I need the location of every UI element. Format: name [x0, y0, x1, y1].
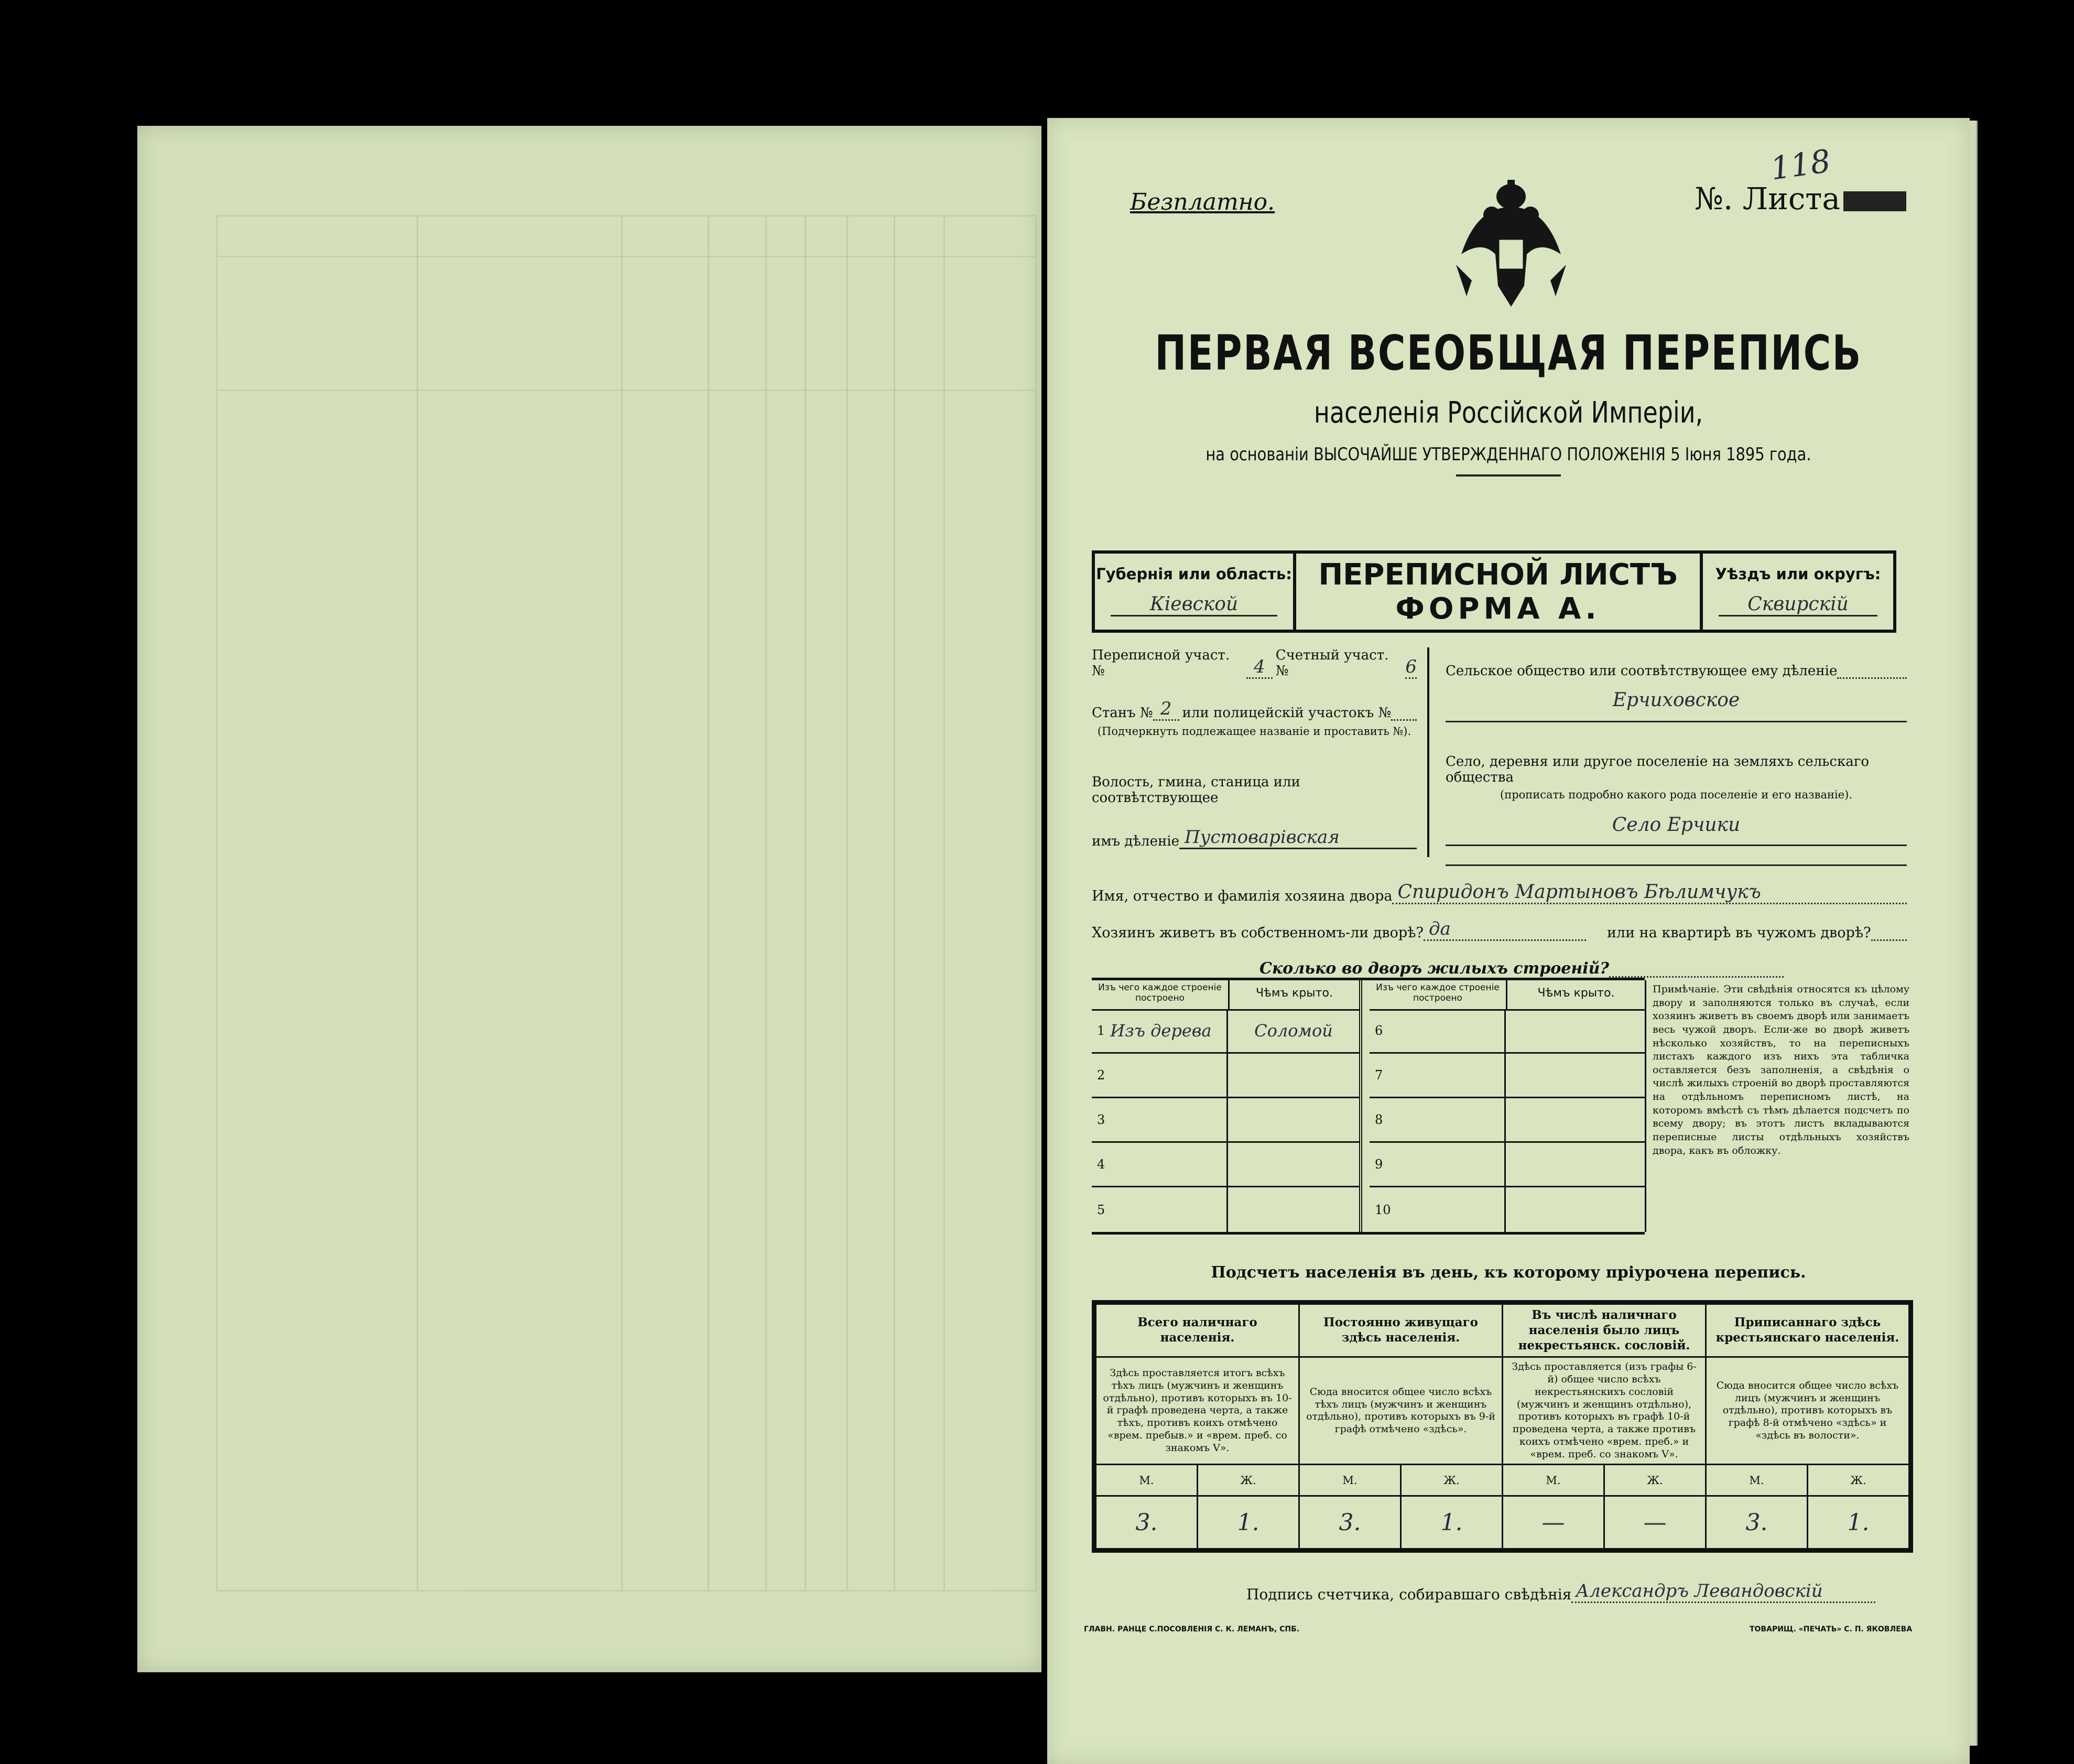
counting-section-value: 6: [1405, 656, 1417, 679]
building-row-right: [1370, 1009, 1645, 1054]
building-roof-cell: [1228, 1098, 1359, 1141]
building-material-value: Изъ дерева: [1110, 1021, 1212, 1041]
building-row-right: [1370, 1187, 1645, 1232]
society-dots: [1837, 677, 1907, 679]
pop-value-f-1: 1.: [1198, 1496, 1299, 1549]
building-material-cell: [1370, 1187, 1506, 1232]
society-value: Ерчиховское: [1446, 689, 1907, 722]
pop-value-m-4: 3.: [1706, 1496, 1808, 1549]
location-fields-left: [1092, 647, 1417, 849]
society-label: Сельское общество или соотвѣтствующее ему дѣленіе: [1446, 663, 1838, 679]
owner-fields: [1092, 873, 1907, 978]
buildings-table-right-header: [1370, 980, 1645, 1011]
signature-label: Подпись счетчика, собиравшаго свѣдѣнія: [1246, 1586, 1572, 1603]
section-row: [1092, 647, 1417, 679]
building-material-cell: [1092, 1187, 1228, 1232]
pop-m-label-4: М.: [1706, 1465, 1808, 1496]
building-roof-cell: [1228, 1187, 1359, 1232]
pop-m-label-3: М.: [1503, 1465, 1604, 1496]
form-title-line1: ПЕРЕПИСНОЙ ЛИСТЪ: [1318, 558, 1678, 592]
stan-note: (Подчеркнуть подлежащее названіе и проставить №).: [1097, 725, 1411, 738]
buildings-note: Примѣчаніе. Эти свѣдѣнія относятся къ цѣлому двору и заполняются только въ случаѣ, если хозяинъ живетъ въ своемъ дворѣ или занимаетъ весь чужой дворъ. Если-же во дворѣ живетъ нѣсколько хозяйствъ, то на переписныхъ листахъ каждого изъ нихъ эта табличка оставляется безъ заполненія, а свѣдѣнія о числѣ жилыхъ строеній во дворѣ проставляются на отдѣльномъ переписномъ листѣ, на которомъ вмѣстѣ съ тѣмъ дѣлается подсчетъ по всему двору; въ этотъ листъ вкладываются переписные листы отдѣльныхъ хозяйствъ двора, какъ въ обложку.: [1653, 983, 1909, 1156]
pop-col-desc-1: Здѣсь проставляется итогъ всѣхъ тѣхъ лицъ (мужчинъ и женщинъ отдѣльно), противъ которыхъ въ 10-й графѣ проведена черта, а также тѣхъ, противъ коихъ отмѣчено «врем. пребыв.» и «врем. преб. со знакомъ V».: [1096, 1357, 1299, 1465]
stan-row: [1092, 689, 1417, 721]
building-row-left: [1092, 1098, 1359, 1143]
volost-label: Волость, гмина, станица или соотвѣтствующее: [1092, 774, 1300, 806]
building-number: 5: [1097, 1202, 1105, 1217]
building-material-cell: [1092, 1098, 1228, 1141]
volost-label-2: имъ дѣленіе: [1092, 834, 1179, 849]
own-yard-row: [1092, 910, 1907, 941]
building-number: 6: [1375, 1023, 1383, 1038]
building-material-cell: [1370, 1098, 1506, 1141]
left-page-blank: [137, 126, 1041, 1672]
own-yard-value: да: [1424, 918, 1586, 941]
form-title-line2: ФОРМА А.: [1395, 592, 1601, 626]
volost-row: [1092, 827, 1417, 849]
pop-m-label-2: М.: [1299, 1465, 1401, 1496]
sheet-number-label: [1695, 181, 1906, 217]
province-label: Губернія или область:: [1096, 565, 1292, 583]
form-legal-basis: на основаніи ВЫСОЧАЙШЕ УТВЕРЖДЕННАГО ПОЛОЖЕНІЯ 5 Іюня 1895 года.: [1206, 444, 1811, 465]
col-roof-left: Чѣмъ крыто.: [1256, 987, 1333, 1000]
pop-f-label-4: Ж.: [1808, 1465, 1909, 1496]
pop-value-m-1: 3.: [1096, 1496, 1198, 1549]
pop-f-label-1: Ж.: [1198, 1465, 1299, 1496]
ornament-divider: [1456, 474, 1561, 477]
district-label: Уѣздъ или округъ:: [1715, 565, 1881, 583]
building-material-cell: [1370, 1009, 1506, 1052]
building-roof-cell: [1506, 1187, 1645, 1232]
pop-value-f-4: 1.: [1808, 1496, 1909, 1549]
census-form-page: [1047, 118, 1970, 1764]
province-cell: [1092, 554, 1296, 630]
form-subtitle: населенія Россійской Имперіи,: [1313, 396, 1703, 430]
own-yard-label: Хозяинъ живетъ въ собственномъ-ли дворѣ?: [1092, 925, 1424, 941]
building-row-left: [1092, 1009, 1359, 1054]
building-roof-cell: [1228, 1054, 1359, 1097]
pop-f-label-3: Ж.: [1604, 1465, 1706, 1496]
form-title-cell: [1296, 554, 1700, 630]
building-row-right: [1370, 1143, 1645, 1187]
building-material-cell: [1370, 1054, 1506, 1097]
form-main-title: ПЕРВАЯ ВСЕОБЩАЯ ПЕРЕПИСЬ: [1155, 325, 1862, 381]
village-label: Село, деревня или другое поселеніе на земляхъ сельскаго общества: [1446, 754, 1869, 785]
col-roof-right: Чѣмъ крыто.: [1537, 987, 1615, 1000]
buildings-table-left-header: [1092, 980, 1359, 1011]
rent-label: или на квартирѣ въ чужомъ дворѣ?: [1606, 925, 1871, 941]
pop-m-label-1: М.: [1096, 1465, 1198, 1496]
building-number: 9: [1375, 1157, 1383, 1172]
building-number: 2: [1097, 1068, 1105, 1083]
owner-row: [1092, 873, 1907, 904]
building-number: 4: [1097, 1157, 1105, 1172]
archive-number: 118: [1768, 143, 1833, 188]
building-material-cell: [1092, 1009, 1228, 1052]
census-section-label: Переписной участ. №: [1092, 647, 1230, 679]
building-row-right: [1370, 1098, 1645, 1143]
pop-value-f-2: 1.: [1401, 1496, 1503, 1549]
buildings-rows-left: [1092, 1009, 1359, 1232]
building-roof-cell: Соломой: [1254, 1021, 1333, 1041]
building-material-cell: [1092, 1054, 1228, 1097]
population-table-grid: [1095, 1303, 1910, 1550]
free-label: Безплатно.: [1130, 189, 1275, 215]
buildings-table-left: [1092, 980, 1362, 1232]
buildings-table-right: [1370, 980, 1646, 1232]
district-cell: [1700, 554, 1896, 630]
rent-value: [1871, 939, 1907, 941]
printer-left: ГЛАВН. РАНЦЕ С.ПОСОВЛЕНІЯ С. К. ЛЕМАНЪ, СПБ.: [1084, 1625, 1300, 1633]
pop-col-desc-3: Здѣсь проставляется (изъ графы 6-й) общее число всѣхъ некрестьянскихъ сословій (мужчинъ и женщинъ отдѣльно), противъ которыхъ въ графѣ 10-й проведена черта, а также противъ коихъ отмѣчено «врем. преб.» и «врем. преб. со знакомъ V».: [1503, 1357, 1706, 1465]
village-extra-line: [1446, 859, 1907, 866]
building-number: 1: [1097, 1023, 1105, 1038]
society-row: [1446, 647, 1907, 679]
province-value: Кіевской: [1111, 593, 1277, 616]
double-headed-eagle-icon: [1451, 176, 1571, 317]
building-roof-cell: [1506, 1098, 1645, 1141]
col-material-left: Изъ чего каждое строеніе построено: [1092, 980, 1230, 1009]
counting-section-label: Счетный участ. №: [1275, 647, 1389, 679]
building-number: 8: [1375, 1112, 1383, 1127]
faint-bleedthrough-grid: [216, 215, 1037, 1592]
pop-value-m-2: 3.: [1299, 1496, 1401, 1549]
location-fields-right: [1446, 647, 1907, 866]
printer-right: ТОВАРИЩ. «ПЕЧАТЬ» С. П. ЯКОВЛЕВА: [1750, 1625, 1913, 1633]
building-row-left: [1092, 1054, 1359, 1098]
building-row-right: [1370, 1054, 1645, 1098]
signature-value: Александръ Левандовскій: [1571, 1581, 1875, 1603]
pop-col-title-2: Постоянно живущаго здѣсь населенія.: [1299, 1304, 1503, 1357]
building-number: 7: [1375, 1068, 1383, 1083]
building-roof-cell: [1228, 1143, 1359, 1186]
column-divider: [1427, 647, 1429, 857]
village-value: Село Ерчики: [1446, 814, 1907, 846]
buildings-rows-right: [1370, 1009, 1645, 1232]
pop-col-desc-4: Сюда вносится общее число всѣхъ лицъ (мужчинъ и женщинъ отдѣльно), противъ которыхъ въ графѣ 8-й отмѣчено «здѣсь» и «здѣсь въ волости».: [1706, 1357, 1909, 1465]
district-value: Сквирскій: [1719, 593, 1877, 616]
pop-col-desc-2: Сюда вносится общее число всѣхъ тѣхъ лицъ (мужчинъ и женщинъ отдѣльно), противъ которыхъ въ 9-й графѣ отмѣчено «здѣсь».: [1299, 1357, 1503, 1465]
pop-f-label-2: Ж.: [1401, 1465, 1503, 1496]
buildings-count-label: Сколько во дворъ жилыхъ строеній?: [1259, 959, 1610, 978]
pop-col-title-4: Приписаннаго здѣсь крестьянскаго населенія.: [1706, 1304, 1909, 1357]
building-roof-cell: [1506, 1009, 1645, 1052]
police-value: [1391, 719, 1417, 721]
form-header-box: [1092, 550, 1896, 633]
pop-col-title-3: Въ числѣ наличнаго населенія было лицъ некрестьянск. сословій.: [1503, 1304, 1706, 1357]
sheet-number-text: №. Листа: [1695, 181, 1840, 217]
population-table: [1092, 1300, 1913, 1553]
pop-col-title-1: Всего наличнаго населенія.: [1096, 1304, 1299, 1357]
col-material-right: Изъ чего каждое строеніе построено: [1370, 980, 1507, 1009]
buildings-table: [1092, 978, 1645, 1235]
building-number: 10: [1375, 1202, 1391, 1217]
owner-value: Спиридонъ Мартыновъ Бѣлимчукъ: [1392, 881, 1907, 904]
stan-label: Станъ №: [1092, 705, 1153, 721]
building-roof-cell: [1506, 1143, 1645, 1186]
census-section-value: 4: [1246, 656, 1273, 679]
volost-value: Пустоварівская: [1179, 827, 1417, 849]
signature-row: [1246, 1581, 1875, 1603]
owner-label: Имя, отчество и фамилія хозяина двора: [1092, 888, 1393, 904]
building-row-left: [1092, 1187, 1359, 1232]
pop-value-m-3: —: [1503, 1496, 1604, 1549]
building-material-cell: [1092, 1143, 1228, 1186]
pop-value-f-3: —: [1604, 1496, 1706, 1549]
police-label: или полицейскій участокъ №: [1182, 705, 1392, 721]
buildings-count-row: [1092, 946, 1784, 978]
building-roof-cell: [1506, 1054, 1645, 1097]
stan-value: 2: [1153, 698, 1179, 721]
building-row-left: [1092, 1143, 1359, 1187]
village-note: (прописать подробно какого рода поселеніе и его названіе).: [1500, 788, 1852, 801]
building-number: 3: [1097, 1112, 1105, 1127]
sheet-number-redacted: [1843, 191, 1906, 211]
population-heading: Подсчетъ населенія въ день, къ которому пріурочена перепись.: [1211, 1263, 1806, 1282]
building-material-cell: [1370, 1143, 1506, 1186]
